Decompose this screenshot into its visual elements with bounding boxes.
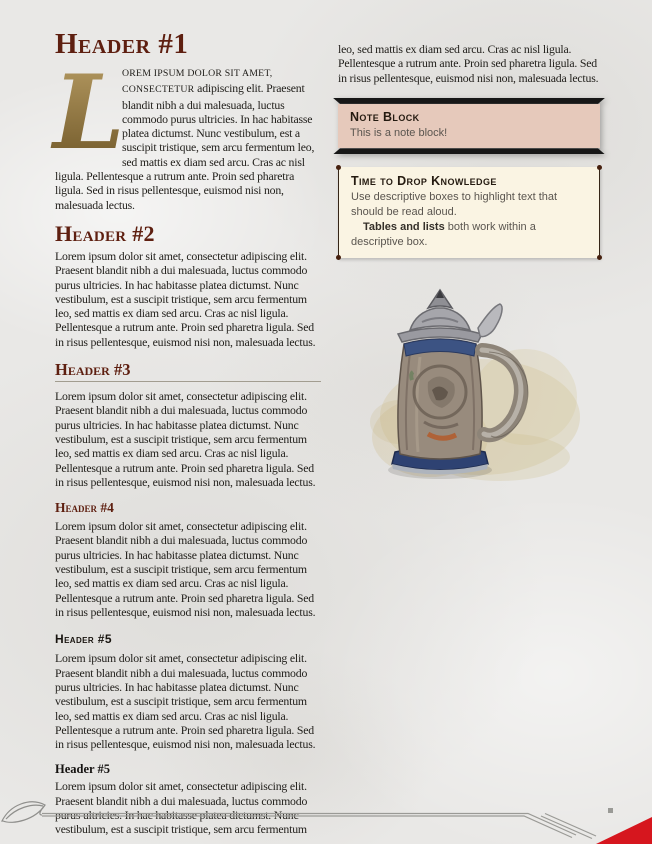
paragraph: Lorem ipsum dolor sit amet, consectetur adipiscing elit. Praesent blandit nibh a dui malesuada, luctus commodo purus ultricies. In hac habitasse platea dictumst. Nunc vestibulum, est a suscipit tristique, sem arcu fermentum leo, sed mattis ex diam sed arcu. Cras ac nisl ligula. Pellentesque a rutrum ante. Proin sed pharetra ligula. Sed in risus pellentesque, euismod nisi non, malesuada lectus. [55, 651, 316, 752]
paragraph: Lorem ipsum dolor sit amet, consectetur adipiscing elit. Praesent blandit nibh a dui malesuada, luctus commodo purus ultricies. In hac habitasse platea dictumst. Nunc vestibulum, est a suscipit tristique, sem arcu fermentum leo, sed mattis ex diam sed arcu. Cras ac nisl ligula. Pellentesque a rutrum ante. Proin sed pharetra ligula. Sed in risus pellentesque, euismod nisi non, malesuada lectus. [55, 248, 316, 349]
corner-dot-icon [336, 255, 341, 260]
stein-body [398, 339, 482, 459]
red-corner-triangle [596, 817, 652, 844]
intro-lead: OREM IPSUM DOLOR SIT AMET, CONSECTETUR [122, 68, 273, 96]
drop-cap-letter: L [53, 53, 125, 173]
corner-dot-icon [336, 165, 341, 170]
descriptive-box-line2-rest: both work within a descriptive box. [351, 221, 536, 248]
note-block [338, 98, 600, 155]
note-block-body [338, 104, 600, 149]
descriptive-box-line1: Use descriptive boxes to highlight text that should be read aloud. [351, 191, 558, 218]
heading-2: Header #2 [55, 220, 155, 246]
truncated-paragraph: Lorem ipsum dolor sit amet, consectetur adipiscing elit. Praesent blandit nibh a dui malesuada, luctus commodo purus ultricies. In hac habitasse platea dictumst. Nunc vestibulum, est a suscipit tristique, sem arcu fermentum [55, 779, 308, 837]
descriptive-box-line2 [351, 220, 587, 249]
heading-4: Header #4 [55, 500, 114, 516]
descriptive-box-bold-lead: Tables and lists [363, 221, 445, 234]
note-block-bottom-ribbon [333, 148, 605, 154]
continuation-paragraph: leo, sed mattis ex diam sed arcu. Cras ac nisl ligula. Pellentesque a rutrum ante. Proin sed pharetra ligula. Sed in risus pellentesque, euismod nisi non, malesuada lectus. [338, 42, 599, 85]
footer-rule [42, 814, 596, 839]
corner-dot-icon [597, 165, 602, 170]
paragraph: Lorem ipsum dolor sit amet, consectetur adipiscing elit. Praesent blandit nibh a dui malesuada, luctus commodo purus ultricies. In hac habitasse platea dictumst. Nunc vestibulum, est a suscipit tristique, sem arcu fermentum leo, sed mattis ex diam sed arcu. Cras ac nisl ligula. Pellentesque a rutrum ante. Proin sed pharetra ligula. Sed in risus pellentesque, euismod nisi non, malesuada lectus. [55, 389, 316, 489]
stein-thumb-lever [478, 304, 502, 337]
descriptive-box-title: Time to Drop Knowledge [351, 174, 497, 189]
corner-dot-icon [597, 255, 602, 260]
heading-5: Header #5 [55, 632, 112, 647]
heading-3: Header #3 [55, 361, 321, 382]
note-block-text: This is a note block! [350, 126, 448, 139]
note-block-top-ribbon [333, 98, 605, 104]
footer-flourish-icon [2, 802, 45, 822]
drop-cap [53, 53, 125, 173]
note-block-title: Note Block [350, 109, 420, 124]
footer-square-dot [608, 808, 613, 813]
beer-stein-illustration [340, 282, 590, 487]
heading-1: Header #1 [55, 28, 189, 60]
column-left [55, 0, 321, 838]
descriptive-box-text [351, 190, 587, 249]
intro-paragraph [53, 53, 321, 212]
intro-rest: adipiscing elit. Praesent blandit nibh a dui malesuada, luctus commodo purus ultricies. In hac habitasse platea dictumst. Nunc vestibulum, est a suscipit tristique, sem arcu fermentum leo, sed mattis ex diam sed arcu. Cras ac nisl ligula. Pellentesque a rutrum ante. Proin sed pharetra ligula. Sed in risus pellentesque, euismod nisi non, malesuada lectus. [55, 81, 315, 212]
stein-lid [398, 290, 482, 342]
descriptive-box [338, 167, 600, 258]
heading-6: Header #5 [55, 762, 110, 777]
paragraph: Lorem ipsum dolor sit amet, consectetur adipiscing elit. Praesent blandit nibh a dui malesuada, luctus commodo purus ultricies. In hac habitasse platea dictumst. Nunc vestibulum, est a suscipit tristique, sem arcu fermentum leo, sed mattis ex diam sed arcu. Cras ac nisl ligula. Pellentesque a rutrum ante. Proin sed pharetra ligula. Sed in risus pellentesque, euismod nisi non, malesuada lectus. [55, 519, 316, 619]
column-right [338, 0, 600, 838]
footer-ornament [0, 784, 652, 844]
